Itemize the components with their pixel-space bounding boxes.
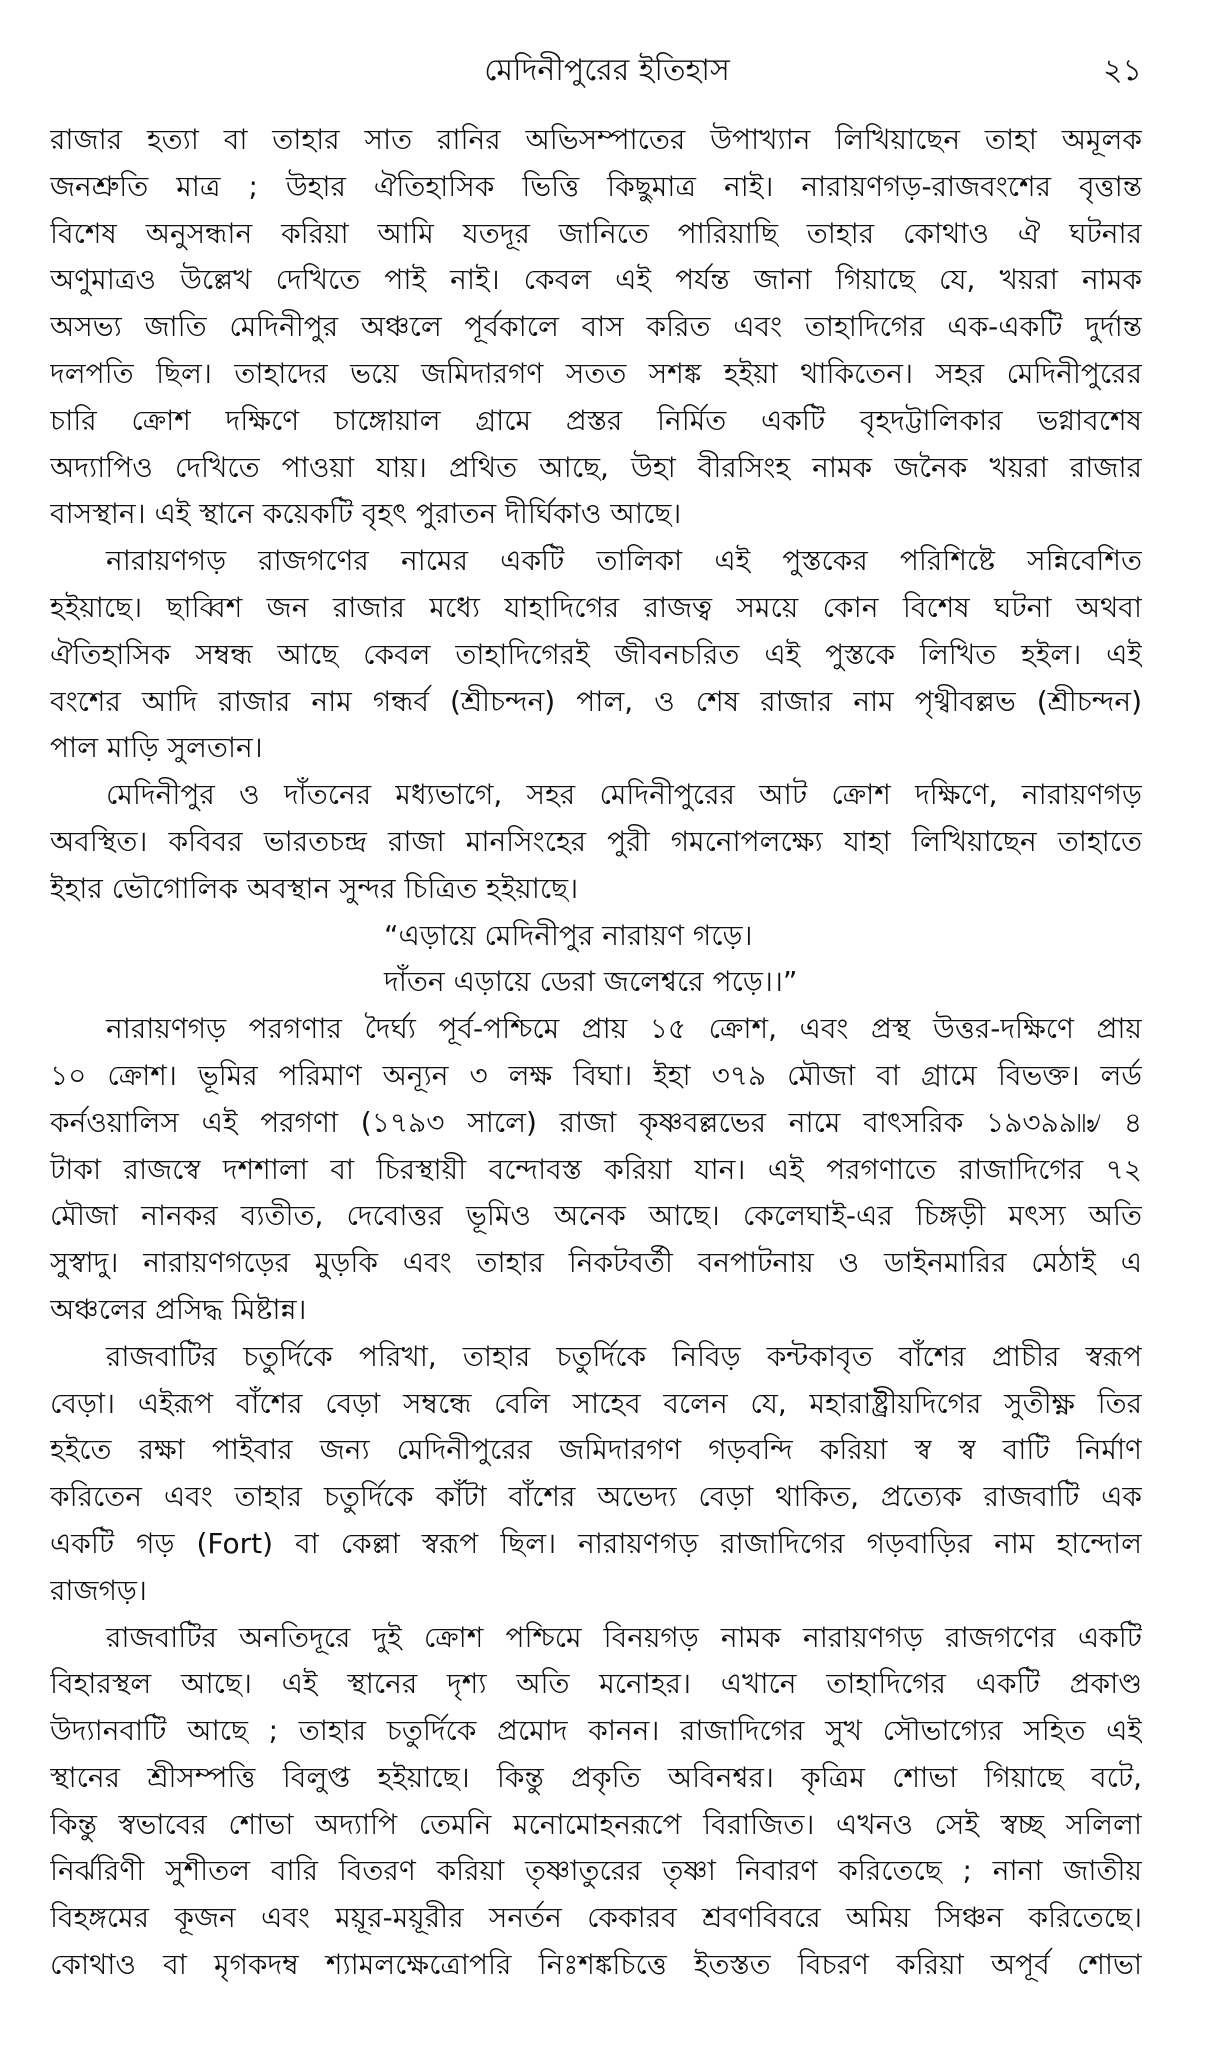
text-line: মেদিনীপুর ও দাঁতনের মধ্যভাগে, সহর মেদিনীপুরের আট ক্রোশ দক্ষিণে, নারায়ণগড়: [106, 778, 1142, 812]
text-line: জনশ্রুতি মাত্র ; উহার ঐতিহাসিক ভিত্তি কিছুমাত্র নাই। নারায়ণগড়-রাজবংশের বৃত্তান্ত: [50, 169, 1142, 203]
verse-line: দাঁতন এড়ায়ে ডেরা জলেশ্বরে পড়ে।।”: [384, 965, 798, 999]
text-line: অবস্থিত। কবিবর ভারতচন্দ্র রাজা মানসিংহের পুরী গমনোপলক্ষ্যে যাহা লিখিয়াছেন তাহাতে: [50, 824, 1142, 858]
text-line: একটি গড় (Fort) বা কেল্লা স্বরূপ ছিল। নারায়ণগড় রাজাদিগের গড়বাড়ির নাম হান্দোল: [50, 1526, 1142, 1560]
text-line: অদ্যাপিও দেখিতে পাওয়া যায়। প্রথিত আছে, উহা বীরসিংহ নামক জনৈক খয়রা রাজার: [50, 450, 1142, 484]
text-line: কর্নওয়ালিস এই পরগণা (১৭৯৩ সালে) রাজা কৃষ্ণবল্লভের নামে বাৎসরিক ১৯৩৯৯৷৷৶ ৪: [50, 1105, 1142, 1139]
paragraph: [50, 538, 1142, 772]
verse-quote: [50, 913, 1142, 1007]
running-header: [0, 46, 1214, 96]
page-number: ২১: [1103, 53, 1142, 88]
text-line: চারি ক্রোশ দক্ষিণে চাঙ্গোয়াল গ্রামে প্রস্তর নির্মিত একটি বৃহদট্টালিকার ভগ্নাবশেষ: [50, 403, 1142, 437]
text-line: রাজবাটির অনতিদূরে দুই ক্রোশ পশ্চিমে বিনয়গড় নামক নারায়ণগড় রাজগণের একটি: [106, 1620, 1142, 1654]
text-line: মৌজা নানকর ব্যতীত, দেবোত্তর ভূমিও অনেক আছে। কেলেঘাই-এর চিঙ্গড়ী মৎস্য অতি: [50, 1199, 1142, 1233]
verse-line: “এড়ায়ে মেদিনীপুর নারায়ণ গড়ে।: [384, 918, 753, 952]
paragraph: [50, 1006, 1142, 1334]
text-line: বিহারস্থল আছে। এই স্থানের দৃশ্য অতি মনোহর। এখানে তাহাদিগের একটি প্রকাণ্ড: [50, 1667, 1142, 1701]
text-line: দলপতি ছিল। তাহাদের ভয়ে জমিদারগণ সতত সশঙ্ক হইয়া থাকিতেন। সহর মেদিনীপুরের: [50, 356, 1142, 390]
text-line: ইহার ভৌগোলিক অবস্থান সুন্দর চিত্রিত হইয়াছে।: [50, 871, 579, 905]
running-title: মেদিনীপুরের ইতিহাস: [484, 53, 730, 88]
paragraph: [50, 117, 1142, 538]
text-line: স্থানের শ্রীসম্পত্তি বিলুপ্ত হইয়াছে। কিন্তু প্রকৃতি অবিনশ্বর। কৃত্রিম শোভা গিয়াছে বটে,: [50, 1760, 1142, 1794]
paragraph: [50, 1615, 1142, 1989]
text-line: পাল মাড়ি সুলতান।: [50, 731, 263, 765]
text-line: কিন্তু স্বভাবের শোভা অদ্যাপি তেমনি মনোমোহনরূপে বিরাজিত। এখনও সেই স্বচ্ছ সলিলা: [50, 1807, 1142, 1841]
text-line: ঐতিহাসিক সম্বন্ধ আছে কেবল তাহাদিগেরই জীবনচরিত এই পুস্তকে লিখিত হইল। এই: [50, 637, 1142, 671]
text-line: অঞ্চলের প্রসিদ্ধ মিষ্টান্ন।: [50, 1292, 307, 1326]
text-line: উদ্যানবাটি আছে ; তাহার চতুর্দিকে প্রমোদ কানন। রাজাদিগের সুখ সৌভাগ্যের সহিত এই: [50, 1714, 1142, 1748]
paragraph: [50, 1334, 1142, 1615]
text-line: রাজার হত্যা বা তাহার সাত রানির অভিসম্পাতের উপাখ্যান লিখিয়াছেন তাহা অমূলক: [50, 123, 1142, 156]
text-line: হইতে রক্ষা পাইবার জন্য মেদিনীপুরের জমিদারগণ গড়বন্দি করিয়া স্ব স্ব বাটি নির্মাণ: [50, 1433, 1142, 1467]
text-line: বেড়া। এইরূপ বাঁশের বেড়া সম্বন্ধে বেলি সাহেব বলেন যে, মহারাষ্ট্রীয়দিগের সুতীক্ষ্ণ তির: [50, 1386, 1142, 1420]
text-line: রাজগড়।: [50, 1573, 147, 1607]
text-line: সুস্বাদু। নারায়ণগড়ের মুড়কি এবং তাহার নিকটবর্তী বনপাটনায় ও ডাইনমারির মেঠাই এ: [50, 1246, 1142, 1280]
text-line: নারায়ণগড় রাজগণের নামের একটি তালিকা এই পুস্তকের পরিশিষ্টে সন্নিবেশিত: [106, 544, 1142, 578]
text-line: অসভ্য জাতি মেদিনীপুর অঞ্চলে পূর্বকালে বাস করিত এবং তাহাদিগের এক-একটি দুর্দান্ত: [50, 310, 1142, 344]
text-line: টাকা রাজস্বে দশশালা বা চিরস্থায়ী বন্দোবস্ত করিয়া যান। এই পরগণাতে রাজাদিগের ৭২: [50, 1152, 1142, 1186]
text-line: করিতেন এবং তাহার চতুর্দিকে কাঁটা বাঁশের অভেদ্য বেড়া থাকিত, প্রত্যেক রাজবাটি এক: [50, 1480, 1142, 1514]
text-line: অণুমাত্রও উল্লেখ দেখিতে পাই নাই। কেবল এই পর্যন্ত জানা গিয়াছে যে, খয়রা নামক: [50, 263, 1142, 297]
text-line: বিশেষ অনুসন্ধান করিয়া আমি যতদূর জানিতে পারিয়াছি তাহার কোথাও ঐ ঘটনার: [50, 216, 1142, 250]
text-line: রাজবাটির চতুর্দিকে পরিখা, তাহার চতুর্দিকে নিবিড় কন্টকাবৃত বাঁশের প্রাচীর স্বরূপ: [106, 1339, 1142, 1373]
paragraph: [50, 772, 1142, 912]
text-line: ১০ ক্রোশ। ভূমির পরিমাণ অন্যূন ৩ লক্ষ বিঘা। ইহা ৩৭৯ মৌজা বা গ্রামে বিভক্ত। লর্ড: [50, 1058, 1142, 1092]
text-line: বংশের আদি রাজার নাম গন্ধর্ব (শ্রীচন্দন) পাল, ও শেষ রাজার নাম পৃথ্বীবল্লভ (শ্রীচন্দন): [50, 684, 1142, 718]
page-body: [50, 117, 1142, 1989]
text-line: হইয়াছে। ছাব্বিশ জন রাজার মধ্যে যাহাদিগের রাজত্ব সময়ে কোন বিশেষ ঘটনা অথবা: [50, 590, 1142, 624]
text-line: বাসস্থান। এই স্থানে কয়েকটি বৃহৎ পুরাতন দীর্ঘিকাও আছে।: [50, 497, 682, 531]
text-line: নারায়ণগড় পরগণার দৈর্ঘ্য পূর্ব-পশ্চিমে প্রায় ১৫ ক্রোশ, এবং প্রস্থ উত্তর-দক্ষিণে প্রায়: [106, 1012, 1142, 1046]
text-line: বিহঙ্গমের কূজন এবং ময়ূর-ময়ূরীর সনর্তন কেকারব শ্রবণবিবরে অমিয় সিঞ্চন করিতেছে।: [50, 1901, 1142, 1935]
text-line: নির্ঝরিণী সুশীতল বারি বিতরণ করিয়া তৃষ্ণাতুরের তৃষ্ণা নিবারণ করিতেছে ; নানা জাতীয়: [50, 1854, 1142, 1888]
text-line: কোথাও বা মৃগকদম্ব শ্যামলক্ষেত্রোপরি নিঃশঙ্কচিত্তে ইতস্তত বিচরণ করিয়া অপূর্ব শোভা: [50, 1948, 1142, 1982]
